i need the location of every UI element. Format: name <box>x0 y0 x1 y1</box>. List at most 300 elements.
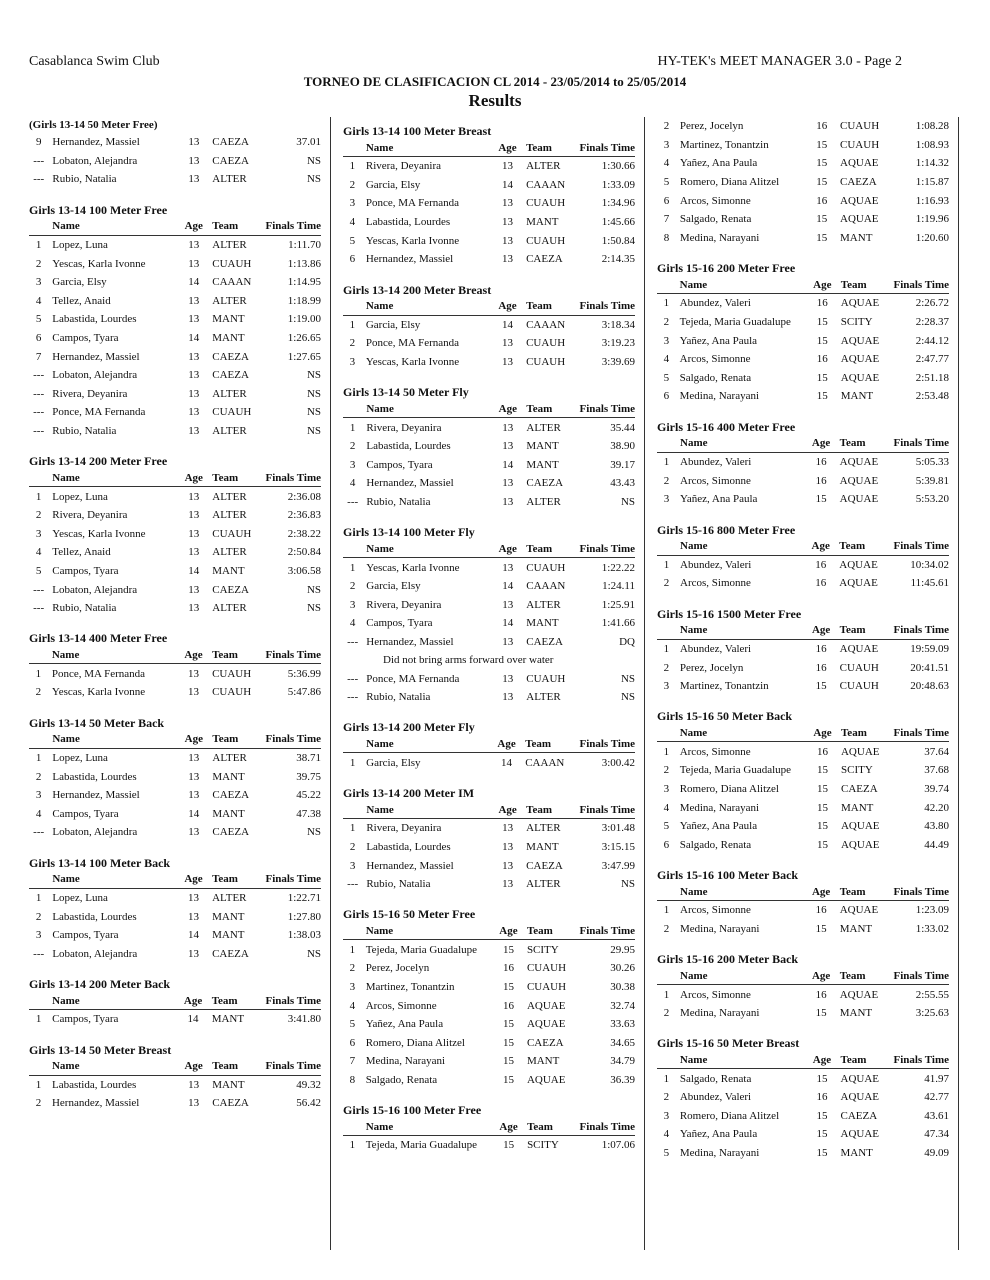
results-column-2 <box>343 117 643 1168</box>
age-cell: 14 <box>188 332 200 345</box>
place-cell: 1 <box>35 1013 42 1026</box>
swimmer-name: Labastida, Lourdes <box>366 440 451 453</box>
swimmer-name: Medina, Narayani <box>680 1007 760 1020</box>
results-table <box>343 540 635 706</box>
event-block <box>657 606 957 696</box>
place-cell: 3 <box>663 138 670 151</box>
result-row <box>29 926 321 945</box>
team-code: MANT <box>526 1055 560 1068</box>
swimmer-name: Labastida, Lourdes <box>366 840 451 853</box>
result-row <box>29 292 321 311</box>
place-header <box>657 724 676 742</box>
place-cell: --- <box>347 691 359 704</box>
place-cell: 3 <box>663 680 670 693</box>
finals-time: 2:38.22 <box>287 527 321 540</box>
team-code: AQUAE <box>840 1072 879 1085</box>
result-row <box>343 577 635 596</box>
event-title: Girls 13-14 50 Meter Breast <box>29 1042 172 1057</box>
finals-time: 1:22.71 <box>287 891 321 904</box>
finals-time: 1:23.09 <box>915 904 949 917</box>
result-row <box>343 315 635 334</box>
age-cell: 13 <box>502 878 514 891</box>
team-header: Team <box>208 731 263 749</box>
swimmer-name: Hernandez, Massiel <box>366 635 454 648</box>
result-row <box>657 490 949 509</box>
age-cell: 15 <box>815 493 827 506</box>
result-row <box>343 194 635 213</box>
finals-time: 3:18.34 <box>601 318 635 331</box>
result-row <box>29 235 321 254</box>
swimmer-name: Ponce, MA Fernanda <box>366 672 460 685</box>
team-code: CAEZA <box>840 1109 878 1122</box>
place-cell: 1 <box>663 297 670 310</box>
swimmer-name: Martinez, Tonantzin <box>365 980 455 993</box>
name-header: Name <box>48 646 179 664</box>
age-cell: 13 <box>188 686 200 699</box>
event-title: Girls 13-14 200 Meter Breast <box>343 282 492 297</box>
finals-time: 3:15.15 <box>601 840 635 853</box>
swimmer-name: Campos, Tyara <box>52 1013 119 1026</box>
age-cell: 16 <box>816 1091 828 1104</box>
event-title: Girls 13-14 50 Meter Back <box>29 715 165 730</box>
finals-time: 1:26.65 <box>287 332 321 345</box>
swimmer-name: Perez, Jocelyn <box>365 962 430 975</box>
place-cell: --- <box>33 387 45 400</box>
swimmer-name: Rivera, Deyanira <box>366 822 442 835</box>
swimmer-name: Campos, Tyara <box>52 332 119 345</box>
event-block <box>657 867 957 938</box>
team-code: ALTER <box>212 891 247 904</box>
age-cell: 13 <box>188 1097 200 1110</box>
age-header: Age <box>179 731 208 749</box>
age-header: Age <box>493 400 522 418</box>
age-cell: 15 <box>816 334 828 347</box>
place-cell: 3 <box>35 527 42 540</box>
finals-time: 3:39.69 <box>601 356 635 369</box>
place-cell: 9 <box>35 136 42 149</box>
age-cell: 16 <box>815 661 827 674</box>
age-cell: 13 <box>188 910 200 923</box>
swimmer-name: Rivera, Deyanira <box>366 598 442 611</box>
team-code: CAEZA <box>212 1097 249 1110</box>
finals-time-header: Finals Time <box>576 735 635 753</box>
results-table <box>343 139 635 269</box>
result-row <box>343 456 635 475</box>
team-code: AQUAE <box>526 999 566 1012</box>
team-code: CAAAN <box>526 178 566 191</box>
age-header: Age <box>493 801 522 819</box>
finals-time: NS <box>306 387 321 400</box>
event-title: Girls 13-14 100 Meter Back <box>29 855 171 870</box>
place-header <box>29 218 48 236</box>
team-code: MANT <box>526 617 559 630</box>
swimmer-name: Salgado, Renata <box>679 213 752 226</box>
age-cell: 13 <box>502 440 514 453</box>
finals-time: 43.61 <box>924 1109 949 1122</box>
table-header-row <box>29 646 321 664</box>
place-cell: 2 <box>663 1007 670 1020</box>
finals-time: 1:33.02 <box>915 922 949 935</box>
finals-time-header: Finals Time <box>577 298 635 316</box>
swimmer-name: Labastida, Lourdes <box>365 216 451 229</box>
result-row <box>29 580 321 599</box>
event-block <box>657 1035 957 1162</box>
place-cell: 1 <box>349 160 356 173</box>
team-code: MANT <box>212 1078 245 1091</box>
finals-time: 3:19.23 <box>601 337 635 350</box>
finals-time: 29.95 <box>610 943 635 956</box>
finals-time: 2:36.08 <box>287 490 321 503</box>
finals-time: 1:20.60 <box>915 231 949 244</box>
finals-time: 39.75 <box>296 770 321 783</box>
event-title: Girls 15-16 200 Meter Back <box>657 952 799 967</box>
finals-time-header: Finals Time <box>263 218 321 236</box>
event-block <box>343 524 643 706</box>
age-cell: 14 <box>188 807 200 820</box>
team-code: CUAUH <box>840 120 880 133</box>
finals-time: 20:41.51 <box>910 661 949 674</box>
age-cell: 16 <box>816 353 828 366</box>
place-cell: 1 <box>349 822 356 835</box>
swimmer-name: Garcia, Elsy <box>366 580 421 593</box>
age-cell: 13 <box>188 583 200 596</box>
name-header: Name <box>676 538 806 556</box>
age-header: Age <box>493 139 522 157</box>
meet-title: TORNEO DE CLASIFICACION CL 2014 - 23/05/2014 to 25/05/2014 <box>303 74 687 89</box>
event-title: Girls 13-14 200 Meter Free <box>29 454 168 469</box>
swimmer-name: Arcos, Simonne <box>680 988 751 1001</box>
team-code: MANT <box>526 458 559 471</box>
result-row <box>29 152 321 171</box>
result-row <box>343 1136 635 1155</box>
finals-time-header: Finals Time <box>263 646 321 664</box>
finals-time: 5:36.99 <box>287 667 321 680</box>
age-cell: 15 <box>502 1018 514 1031</box>
event-title: Girls 13-14 100 Meter Breast <box>343 124 492 138</box>
age-cell: 13 <box>188 294 200 307</box>
swimmer-name: Medina, Narayani <box>679 1147 760 1160</box>
team-code: ALTER <box>212 294 247 307</box>
result-row <box>343 474 635 493</box>
swimmer-name: Hernandez, Massiel <box>52 136 140 149</box>
age-header: Age <box>806 538 835 556</box>
result-row <box>29 133 321 152</box>
event-block <box>29 855 329 963</box>
team-code: MANT <box>212 564 245 577</box>
finals-time-header: Finals Time <box>263 871 321 889</box>
result-row <box>29 1010 321 1029</box>
place-cell: 1 <box>663 904 670 917</box>
result-row <box>343 493 635 512</box>
finals-time: NS <box>306 425 321 438</box>
place-cell: 4 <box>663 1128 670 1141</box>
results-table <box>29 871 321 963</box>
finals-time: 2:44.12 <box>915 334 949 347</box>
team-header: Team <box>836 622 891 640</box>
finals-time: NS <box>306 826 321 839</box>
age-header: Age <box>806 435 835 453</box>
age-cell: 14 <box>502 580 514 593</box>
age-header: Age <box>807 883 836 901</box>
swimmer-name: Hernandez, Massiel <box>366 477 454 490</box>
team-code: AQUAE <box>840 745 880 758</box>
result-row <box>343 633 635 652</box>
age-cell: 13 <box>502 859 514 872</box>
event-title: Girls 15-16 1500 Meter Free <box>657 606 802 621</box>
age-cell: 13 <box>502 635 514 648</box>
team-code: MANT <box>212 313 245 326</box>
name-header: Name <box>676 967 807 985</box>
place-cell: 2 <box>663 120 670 133</box>
team-code: CUAUH <box>840 138 880 151</box>
place-header <box>657 622 676 640</box>
swimmer-name: Martinez, Tonantzin <box>679 138 769 151</box>
finals-time: 2:51.18 <box>915 371 949 384</box>
event-block <box>29 715 329 842</box>
swimmer-name: Rubio, Natalia <box>52 602 117 615</box>
finals-time: 2:47.77 <box>915 353 949 366</box>
place-cell: 4 <box>35 294 42 307</box>
place-header <box>343 801 362 819</box>
finals-time: 1:13.86 <box>287 257 321 270</box>
swimmer-name: Arcos, Simonne <box>680 904 751 917</box>
place-cell: 2 <box>35 770 42 783</box>
event-title: Girls 15-16 50 Meter Back <box>657 709 793 724</box>
age-cell: 13 <box>502 691 514 704</box>
event-title: Girls 15-16 100 Meter Free <box>343 1103 482 1118</box>
finals-time: 1:24.11 <box>602 580 635 593</box>
finals-time-header: Finals Time <box>263 469 321 487</box>
team-header: Team <box>836 883 891 901</box>
result-row <box>343 418 635 437</box>
swimmer-name: Tejeda, Maria Guadalupe <box>679 764 792 777</box>
place-cell: 3 <box>35 276 42 289</box>
result-row <box>343 959 635 978</box>
table-header-row <box>657 538 949 556</box>
finals-time: 3:00.42 <box>601 756 635 769</box>
result-row <box>29 823 321 842</box>
team-code: AQUAE <box>839 904 879 917</box>
result-row <box>657 817 949 836</box>
name-header: Name <box>48 871 179 889</box>
dq-note-row <box>343 651 635 669</box>
team-code: SCITY <box>526 943 559 956</box>
results-table <box>343 1118 635 1155</box>
place-cell: 3 <box>349 458 356 471</box>
team-code: MANT <box>212 807 245 820</box>
age-header: Age <box>494 1118 523 1136</box>
age-cell: 16 <box>816 194 828 207</box>
finals-time: 47.38 <box>296 807 321 820</box>
place-cell: 3 <box>663 334 670 347</box>
age-cell: 13 <box>188 751 200 764</box>
result-row <box>657 1144 949 1163</box>
age-cell: 13 <box>502 672 514 685</box>
team-header: Team <box>521 735 576 753</box>
result-row <box>657 173 949 192</box>
event-block <box>343 906 643 1089</box>
age-cell: 13 <box>188 154 200 167</box>
event-block <box>343 282 643 372</box>
event-title: Girls 13-14 100 Meter Free <box>29 202 168 217</box>
finals-time-header: Finals Time <box>892 724 949 742</box>
finals-time-header: Finals Time <box>263 731 321 749</box>
place-cell: 5 <box>35 313 42 326</box>
name-header: Name <box>362 1118 494 1136</box>
event-title: Girls 15-16 50 Meter Free <box>343 907 476 922</box>
age-header: Age <box>179 871 208 889</box>
swimmer-name: Medina, Narayani <box>679 801 760 814</box>
age-cell: 13 <box>188 350 200 363</box>
team-code: AQUAE <box>840 353 880 366</box>
team-code: CUAUH <box>526 356 566 369</box>
age-header: Age <box>492 735 521 753</box>
age-header: Age <box>494 922 523 940</box>
result-row <box>29 786 321 805</box>
finals-time: NS <box>306 369 321 382</box>
result-row <box>29 944 321 963</box>
place-cell: 1 <box>663 456 670 469</box>
name-header: Name <box>676 276 808 294</box>
age-cell: 13 <box>188 239 200 252</box>
age-cell: 14 <box>188 564 200 577</box>
results-table <box>29 1058 321 1113</box>
result-row <box>657 369 949 388</box>
place-header <box>343 1118 362 1136</box>
result-row <box>343 437 635 456</box>
result-row <box>657 136 949 155</box>
place-cell: 1 <box>663 988 670 1001</box>
team-code: MANT <box>212 910 245 923</box>
result-row <box>343 940 635 959</box>
place-cell: 2 <box>663 474 670 487</box>
event-title: Girls 15-16 400 Meter Free <box>657 419 796 434</box>
table-header-row <box>29 469 321 487</box>
results-table <box>657 883 949 938</box>
result-row <box>29 310 321 329</box>
swimmer-name: Arcos, Simonne <box>680 474 751 487</box>
place-cell: 4 <box>35 807 42 820</box>
finals-time: 44.49 <box>924 838 949 851</box>
team-code: CAAAN <box>526 318 566 331</box>
team-code: ALTER <box>212 602 247 615</box>
age-header: Age <box>807 967 836 985</box>
age-cell: 15 <box>816 371 828 384</box>
name-header: Name <box>676 883 807 901</box>
swimmer-name: Yescas, Karla Ivonne <box>51 686 146 699</box>
swimmer-name: Ponce, MA Fernanda <box>51 667 146 680</box>
result-row <box>29 487 321 506</box>
age-cell: 15 <box>502 980 514 993</box>
age-header: Age <box>493 540 522 558</box>
team-code: ALTER <box>212 509 247 522</box>
swimmer-name: Lopez, Luna <box>52 239 108 252</box>
finals-time: 1:22.22 <box>601 561 635 574</box>
finals-time-header: Finals Time <box>891 276 949 294</box>
finals-time: 49.32 <box>296 1078 321 1091</box>
swimmer-name: Salgado, Renata <box>365 1073 438 1086</box>
age-cell: 14 <box>188 929 200 942</box>
age-cell: 15 <box>502 1036 514 1049</box>
swimmer-name: Garcia, Elsy <box>366 756 421 769</box>
swimmer-name: Lobaton, Alejandra <box>52 583 138 596</box>
event-title: Girls 13-14 200 Meter Back <box>29 977 171 991</box>
swimmer-name: Lobaton, Alejandra <box>52 154 138 167</box>
finals-time: 56.42 <box>296 1097 321 1110</box>
finals-time: 1:41.66 <box>601 617 635 630</box>
swimmer-name: Campos, Tyara <box>52 929 119 942</box>
event-block <box>29 453 329 617</box>
swimmer-name: Yescas, Karla Ivonne <box>365 234 460 247</box>
age-cell: 16 <box>816 297 828 310</box>
team-code: ALTER <box>526 160 561 173</box>
team-code: ALTER <box>212 425 247 438</box>
age-cell: 15 <box>817 782 828 795</box>
table-header-row <box>657 967 949 985</box>
finals-time: 2:53.48 <box>915 390 949 403</box>
place-cell: 6 <box>349 1036 356 1049</box>
result-row <box>29 748 321 767</box>
place-cell: 5 <box>663 820 670 833</box>
team-code: AQUAE <box>839 642 879 655</box>
table-header-row <box>29 871 321 889</box>
team-code: CUAUH <box>212 686 252 699</box>
result-row <box>657 639 949 658</box>
finals-time: NS <box>620 672 635 685</box>
table-header-row <box>343 400 635 418</box>
team-code: CAEZA <box>526 253 563 266</box>
finals-time: 1:45.66 <box>601 216 635 229</box>
result-row <box>343 819 635 838</box>
event-block <box>657 419 957 509</box>
result-row <box>657 658 949 677</box>
team-code: ALTER <box>526 822 561 835</box>
team-code: CAEZA <box>212 369 249 382</box>
team-code: ALTER <box>526 598 561 611</box>
result-row <box>343 1052 635 1071</box>
age-cell: 15 <box>816 1128 828 1141</box>
age-header: Age <box>807 1051 836 1069</box>
place-header <box>343 922 362 940</box>
results-table <box>657 435 949 509</box>
finals-time-header: Finals Time <box>263 1058 321 1076</box>
place-header <box>343 139 362 157</box>
swimmer-name: Yescas, Karla Ivonne <box>52 257 146 270</box>
place-cell: --- <box>33 154 45 167</box>
team-code: AQUAE <box>840 1091 879 1104</box>
team-code: AQUAE <box>839 558 878 571</box>
place-header <box>29 646 48 664</box>
place-cell: 1 <box>663 1072 670 1085</box>
team-code: ALTER <box>212 546 247 559</box>
results-table <box>343 400 635 511</box>
finals-time: 3:01.48 <box>601 822 635 835</box>
finals-time-header: Finals Time <box>578 922 635 940</box>
table-header-row <box>343 298 635 316</box>
place-header <box>29 469 48 487</box>
place-cell: --- <box>347 672 359 685</box>
place-cell: 7 <box>349 1055 356 1068</box>
results-column-3 <box>657 117 957 1175</box>
age-cell: 15 <box>816 1072 828 1085</box>
finals-time: 1:08.93 <box>915 138 949 151</box>
swimmer-name: Arcos, Simonne <box>679 194 751 207</box>
swimmer-name: Tellez, Anaid <box>52 546 111 559</box>
finals-time-header: Finals Time <box>577 801 635 819</box>
finals-time: 10:34.02 <box>910 558 949 571</box>
team-code: CAEZA <box>526 635 563 648</box>
result-row <box>657 387 949 406</box>
